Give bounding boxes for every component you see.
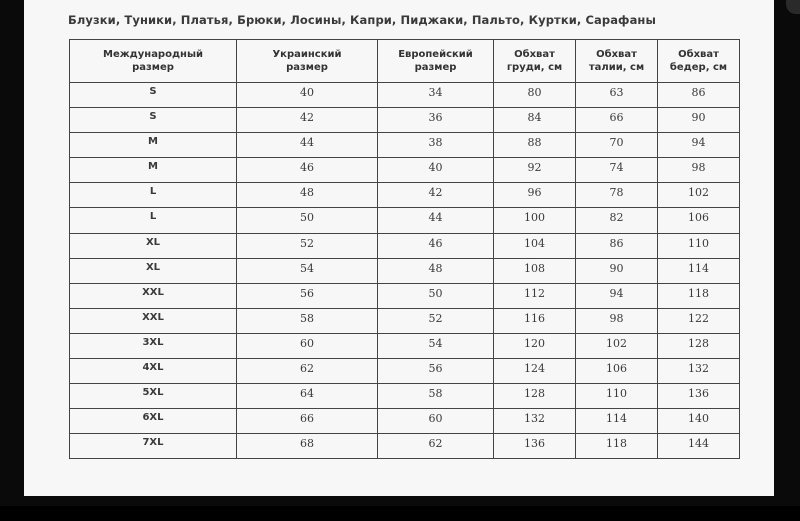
table-row: [70, 183, 740, 208]
cell-international: 3XL: [70, 333, 237, 358]
cell-european: 44: [378, 208, 494, 233]
cell-international: S: [70, 83, 237, 108]
cell-ukrainian: 46: [237, 158, 378, 183]
cell-international: XXL: [70, 308, 237, 333]
header-line: Европейский: [398, 49, 473, 60]
table-row: [70, 233, 740, 258]
cell-hips: 114: [658, 258, 740, 283]
cell-international: M: [70, 133, 237, 158]
header-european-size: [378, 40, 494, 83]
table-row: [70, 409, 740, 434]
cell-ukrainian: 44: [237, 133, 378, 158]
table-row: [70, 384, 740, 409]
header-line: Обхват: [678, 49, 719, 60]
cell-chest: 96: [494, 183, 576, 208]
bottom-bar: [0, 506, 800, 521]
cell-european: 40: [378, 158, 494, 183]
cell-waist: 70: [576, 133, 658, 158]
cell-international: S: [70, 108, 237, 133]
cell-ukrainian: 54: [237, 258, 378, 283]
cell-hips: 106: [658, 208, 740, 233]
cell-waist: 118: [576, 434, 658, 459]
cell-hips: 122: [658, 308, 740, 333]
header-line: размер: [286, 62, 328, 73]
cell-hips: 90: [658, 108, 740, 133]
cell-chest: 112: [494, 283, 576, 308]
cell-ukrainian: 52: [237, 233, 378, 258]
cell-european: 48: [378, 258, 494, 283]
cell-hips: 140: [658, 409, 740, 434]
cell-european: 50: [378, 283, 494, 308]
cell-waist: 78: [576, 183, 658, 208]
size-table: [69, 39, 740, 459]
table-row: [70, 308, 740, 333]
cell-international: L: [70, 183, 237, 208]
cell-chest: 136: [494, 434, 576, 459]
cell-international: XL: [70, 258, 237, 283]
header-line: груди, см: [506, 62, 563, 73]
header-hips: [658, 40, 740, 83]
table-row: [70, 158, 740, 183]
cell-hips: 136: [658, 384, 740, 409]
cell-ukrainian: 66: [237, 409, 378, 434]
cell-hips: 132: [658, 359, 740, 384]
cell-chest: 84: [494, 108, 576, 133]
cell-chest: 132: [494, 409, 576, 434]
table-header-row: [70, 40, 740, 83]
cell-international: XXL: [70, 283, 237, 308]
cell-chest: 108: [494, 258, 576, 283]
table-row: [70, 108, 740, 133]
cell-waist: 86: [576, 233, 658, 258]
header-international-size: [70, 40, 237, 83]
cell-waist: 94: [576, 283, 658, 308]
cell-hips: 94: [658, 133, 740, 158]
cell-ukrainian: 48: [237, 183, 378, 208]
cell-european: 54: [378, 333, 494, 358]
cell-international: 4XL: [70, 359, 237, 384]
cell-european: 52: [378, 308, 494, 333]
cell-ukrainian: 56: [237, 283, 378, 308]
cell-hips: 102: [658, 183, 740, 208]
cell-waist: 90: [576, 258, 658, 283]
cell-ukrainian: 40: [237, 83, 378, 108]
chart-title: Блузки, Туники, Платья, Брюки, Лосины, Капри, Пиджаки, Пальто, Куртки, Сарафаны: [68, 13, 656, 27]
table-row: [70, 133, 740, 158]
cell-waist: 110: [576, 384, 658, 409]
header-line: талии, см: [588, 62, 645, 73]
cell-waist: 106: [576, 359, 658, 384]
cell-international: 6XL: [70, 409, 237, 434]
table-row: [70, 83, 740, 108]
cell-european: 58: [378, 384, 494, 409]
cell-european: 60: [378, 409, 494, 434]
cell-european: 62: [378, 434, 494, 459]
cell-hips: 110: [658, 233, 740, 258]
cell-european: 36: [378, 108, 494, 133]
table-row: [70, 258, 740, 283]
cell-chest: 92: [494, 158, 576, 183]
cell-international: L: [70, 208, 237, 233]
cell-chest: 88: [494, 133, 576, 158]
cell-hips: 98: [658, 158, 740, 183]
header-line: размер: [414, 62, 457, 73]
table-row: [70, 434, 740, 459]
table-row: [70, 208, 740, 233]
cell-european: 56: [378, 359, 494, 384]
cell-international: XL: [70, 233, 237, 258]
cell-chest: 124: [494, 359, 576, 384]
cell-european: 38: [378, 133, 494, 158]
cell-ukrainian: 58: [237, 308, 378, 333]
cell-european: 46: [378, 233, 494, 258]
cell-hips: 128: [658, 333, 740, 358]
table-row: [70, 283, 740, 308]
cell-waist: 102: [576, 333, 658, 358]
cell-waist: 63: [576, 83, 658, 108]
cell-ukrainian: 60: [237, 333, 378, 358]
table-row: [70, 359, 740, 384]
cell-waist: 82: [576, 208, 658, 233]
cell-ukrainian: 64: [237, 384, 378, 409]
table-row: [70, 333, 740, 358]
header-ukrainian-size: [237, 40, 378, 83]
cell-european: 34: [378, 83, 494, 108]
cell-chest: 104: [494, 233, 576, 258]
cell-waist: 98: [576, 308, 658, 333]
cell-chest: 100: [494, 208, 576, 233]
cell-chest: 128: [494, 384, 576, 409]
cell-international: M: [70, 158, 237, 183]
cell-waist: 114: [576, 409, 658, 434]
cell-international: 7XL: [70, 434, 237, 459]
cell-hips: 144: [658, 434, 740, 459]
cell-waist: 74: [576, 158, 658, 183]
cell-international: 5XL: [70, 384, 237, 409]
cell-hips: 118: [658, 283, 740, 308]
cell-waist: 66: [576, 108, 658, 133]
header-chest: [494, 40, 576, 83]
cell-ukrainian: 68: [237, 434, 378, 459]
cell-european: 42: [378, 183, 494, 208]
cell-ukrainian: 62: [237, 359, 378, 384]
cell-chest: 80: [494, 83, 576, 108]
header-line: Международный: [103, 49, 203, 60]
header-line: бедер, см: [669, 62, 728, 73]
header-line: Украинский: [272, 49, 342, 60]
header-waist: [576, 40, 658, 83]
header-line: Обхват: [596, 49, 637, 60]
header-line: размер: [132, 62, 174, 73]
cell-hips: 86: [658, 83, 740, 108]
cell-ukrainian: 42: [237, 108, 378, 133]
corner-shadow: [786, 0, 800, 14]
cell-chest: 120: [494, 333, 576, 358]
header-line: Обхват: [514, 49, 555, 60]
cell-chest: 116: [494, 308, 576, 333]
cell-ukrainian: 50: [237, 208, 378, 233]
